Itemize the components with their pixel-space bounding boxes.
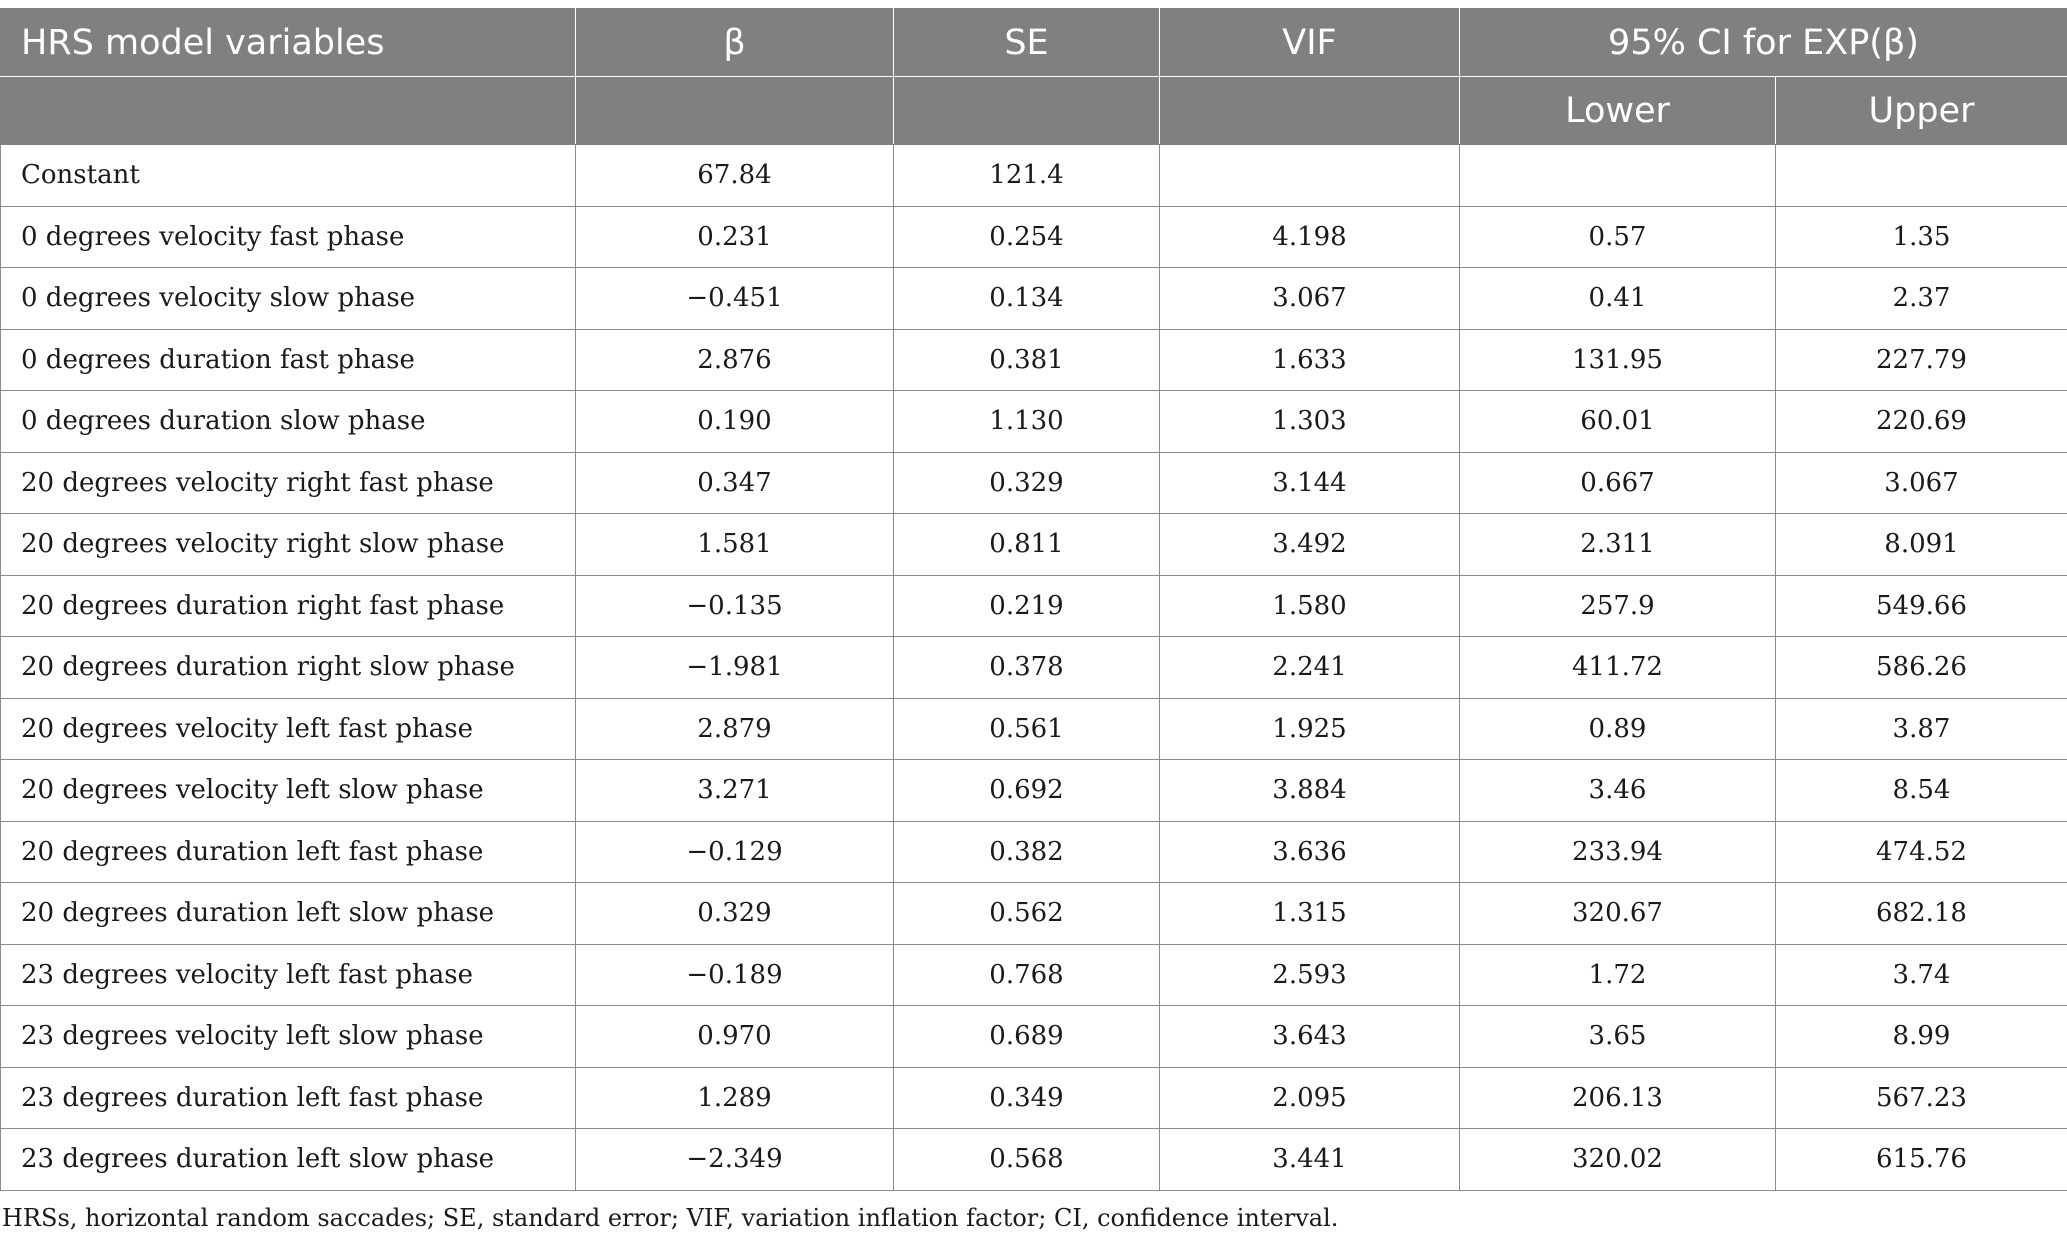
cell-name: 20 degrees duration left slow phase [1,883,576,945]
cell-name: 20 degrees velocity left fast phase [1,698,576,760]
cell-beta: 2.879 [576,698,894,760]
cell-upper: 3.87 [1776,698,2067,760]
table-row [1,206,2067,268]
cell-se: 0.382 [894,821,1160,883]
cell-beta: 2.876 [576,329,894,391]
cell-upper: 474.52 [1776,821,2067,883]
header-empty-1 [1,77,576,145]
cell-se: 0.329 [894,452,1160,514]
table-row [1,698,2067,760]
cell-name: Constant [1,145,576,207]
cell-name: 20 degrees duration right fast phase [1,575,576,637]
cell-vif: 4.198 [1160,206,1460,268]
cell-beta: 0.970 [576,1006,894,1068]
cell-beta: 67.84 [576,145,894,207]
header-upper: Upper [1776,77,2067,145]
table-row [1,145,2067,207]
cell-name: 0 degrees duration fast phase [1,329,576,391]
header-empty-2 [576,77,894,145]
cell-beta: −0.451 [576,268,894,330]
cell-vif: 1.303 [1160,391,1460,453]
cell-vif: 1.580 [1160,575,1460,637]
cell-vif: 3.144 [1160,452,1460,514]
cell-beta: 0.231 [576,206,894,268]
cell-se: 0.768 [894,944,1160,1006]
table-container [0,8,2067,1191]
header-lower: Lower [1460,77,1776,145]
cell-se: 0.811 [894,514,1160,576]
cell-lower: 320.02 [1460,1129,1776,1191]
cell-vif: 3.884 [1160,760,1460,822]
cell-beta: −1.981 [576,637,894,699]
cell-lower: 411.72 [1460,637,1776,699]
cell-se: 0.349 [894,1067,1160,1129]
cell-beta: −0.135 [576,575,894,637]
header-row-2 [1,77,2067,145]
header-empty-4 [1160,77,1460,145]
table-row [1,1129,2067,1191]
cell-se: 0.568 [894,1129,1160,1191]
table-footnote: HRSs, horizontal random saccades; SE, standard error; VIF, variation inflation factor; CI, confidence interval. [2,1204,1339,1232]
cell-se: 0.378 [894,637,1160,699]
table-row [1,760,2067,822]
cell-upper: 567.23 [1776,1067,2067,1129]
cell-lower: 0.667 [1460,452,1776,514]
cell-lower: 0.57 [1460,206,1776,268]
table-row [1,452,2067,514]
table-row [1,637,2067,699]
cell-se: 0.692 [894,760,1160,822]
cell-lower: 233.94 [1460,821,1776,883]
header-vif: VIF [1160,9,1460,77]
cell-vif: 3.441 [1160,1129,1460,1191]
cell-lower: 257.9 [1460,575,1776,637]
cell-name: 0 degrees velocity slow phase [1,268,576,330]
table-row [1,821,2067,883]
cell-lower: 60.01 [1460,391,1776,453]
cell-upper: 586.26 [1776,637,2067,699]
cell-upper: 8.54 [1776,760,2067,822]
header-ci: 95% CI for EXP(β) [1460,9,2067,77]
cell-lower [1460,145,1776,207]
cell-beta: −0.189 [576,944,894,1006]
cell-upper: 549.66 [1776,575,2067,637]
cell-lower: 3.46 [1460,760,1776,822]
cell-name: 23 degrees velocity left slow phase [1,1006,576,1068]
header-empty-3 [894,77,1160,145]
table-row [1,514,2067,576]
cell-vif [1160,145,1460,207]
table-row [1,1067,2067,1129]
cell-name: 23 degrees duration left fast phase [1,1067,576,1129]
table-row [1,883,2067,945]
cell-upper: 3.067 [1776,452,2067,514]
cell-name: 23 degrees duration left slow phase [1,1129,576,1191]
cell-se: 0.381 [894,329,1160,391]
cell-lower: 320.67 [1460,883,1776,945]
cell-vif: 1.633 [1160,329,1460,391]
cell-lower: 3.65 [1460,1006,1776,1068]
cell-vif: 3.067 [1160,268,1460,330]
cell-beta: 0.190 [576,391,894,453]
cell-lower: 131.95 [1460,329,1776,391]
cell-upper: 615.76 [1776,1129,2067,1191]
cell-upper: 1.35 [1776,206,2067,268]
table-header [1,9,2067,145]
cell-upper: 8.091 [1776,514,2067,576]
cell-name: 20 degrees duration right slow phase [1,637,576,699]
header-se: SE [894,9,1160,77]
cell-se: 121.4 [894,145,1160,207]
cell-name: 20 degrees velocity right slow phase [1,514,576,576]
cell-name: 20 degrees velocity right fast phase [1,452,576,514]
cell-upper: 227.79 [1776,329,2067,391]
cell-se: 0.689 [894,1006,1160,1068]
cell-lower: 1.72 [1460,944,1776,1006]
cell-lower: 206.13 [1460,1067,1776,1129]
cell-se: 0.562 [894,883,1160,945]
cell-lower: 2.311 [1460,514,1776,576]
cell-vif: 2.241 [1160,637,1460,699]
cell-beta: 1.289 [576,1067,894,1129]
cell-se: 0.134 [894,268,1160,330]
cell-beta: 0.347 [576,452,894,514]
cell-beta: 0.329 [576,883,894,945]
cell-se: 0.254 [894,206,1160,268]
cell-beta: −2.349 [576,1129,894,1191]
table-row [1,268,2067,330]
header-variables: HRS model variables [1,9,576,77]
table-row [1,329,2067,391]
regression-table [0,8,2067,1191]
table-row [1,391,2067,453]
cell-upper: 682.18 [1776,883,2067,945]
cell-upper: 220.69 [1776,391,2067,453]
cell-upper: 8.99 [1776,1006,2067,1068]
header-row-1 [1,9,2067,77]
cell-beta: 1.581 [576,514,894,576]
cell-vif: 1.925 [1160,698,1460,760]
cell-se: 1.130 [894,391,1160,453]
cell-vif: 3.636 [1160,821,1460,883]
cell-upper [1776,145,2067,207]
cell-upper: 2.37 [1776,268,2067,330]
cell-vif: 2.593 [1160,944,1460,1006]
cell-name: 20 degrees velocity left slow phase [1,760,576,822]
cell-vif: 3.492 [1160,514,1460,576]
cell-name: 23 degrees velocity left fast phase [1,944,576,1006]
cell-lower: 0.41 [1460,268,1776,330]
table-row [1,575,2067,637]
cell-vif: 2.095 [1160,1067,1460,1129]
cell-se: 0.561 [894,698,1160,760]
cell-se: 0.219 [894,575,1160,637]
table-row [1,1006,2067,1068]
cell-vif: 3.643 [1160,1006,1460,1068]
cell-lower: 0.89 [1460,698,1776,760]
cell-beta: −0.129 [576,821,894,883]
cell-name: 0 degrees velocity fast phase [1,206,576,268]
cell-upper: 3.74 [1776,944,2067,1006]
cell-vif: 1.315 [1160,883,1460,945]
table-row [1,944,2067,1006]
cell-name: 0 degrees duration slow phase [1,391,576,453]
cell-name: 20 degrees duration left fast phase [1,821,576,883]
cell-beta: 3.271 [576,760,894,822]
table-body [1,145,2067,1191]
header-beta: β [576,9,894,77]
